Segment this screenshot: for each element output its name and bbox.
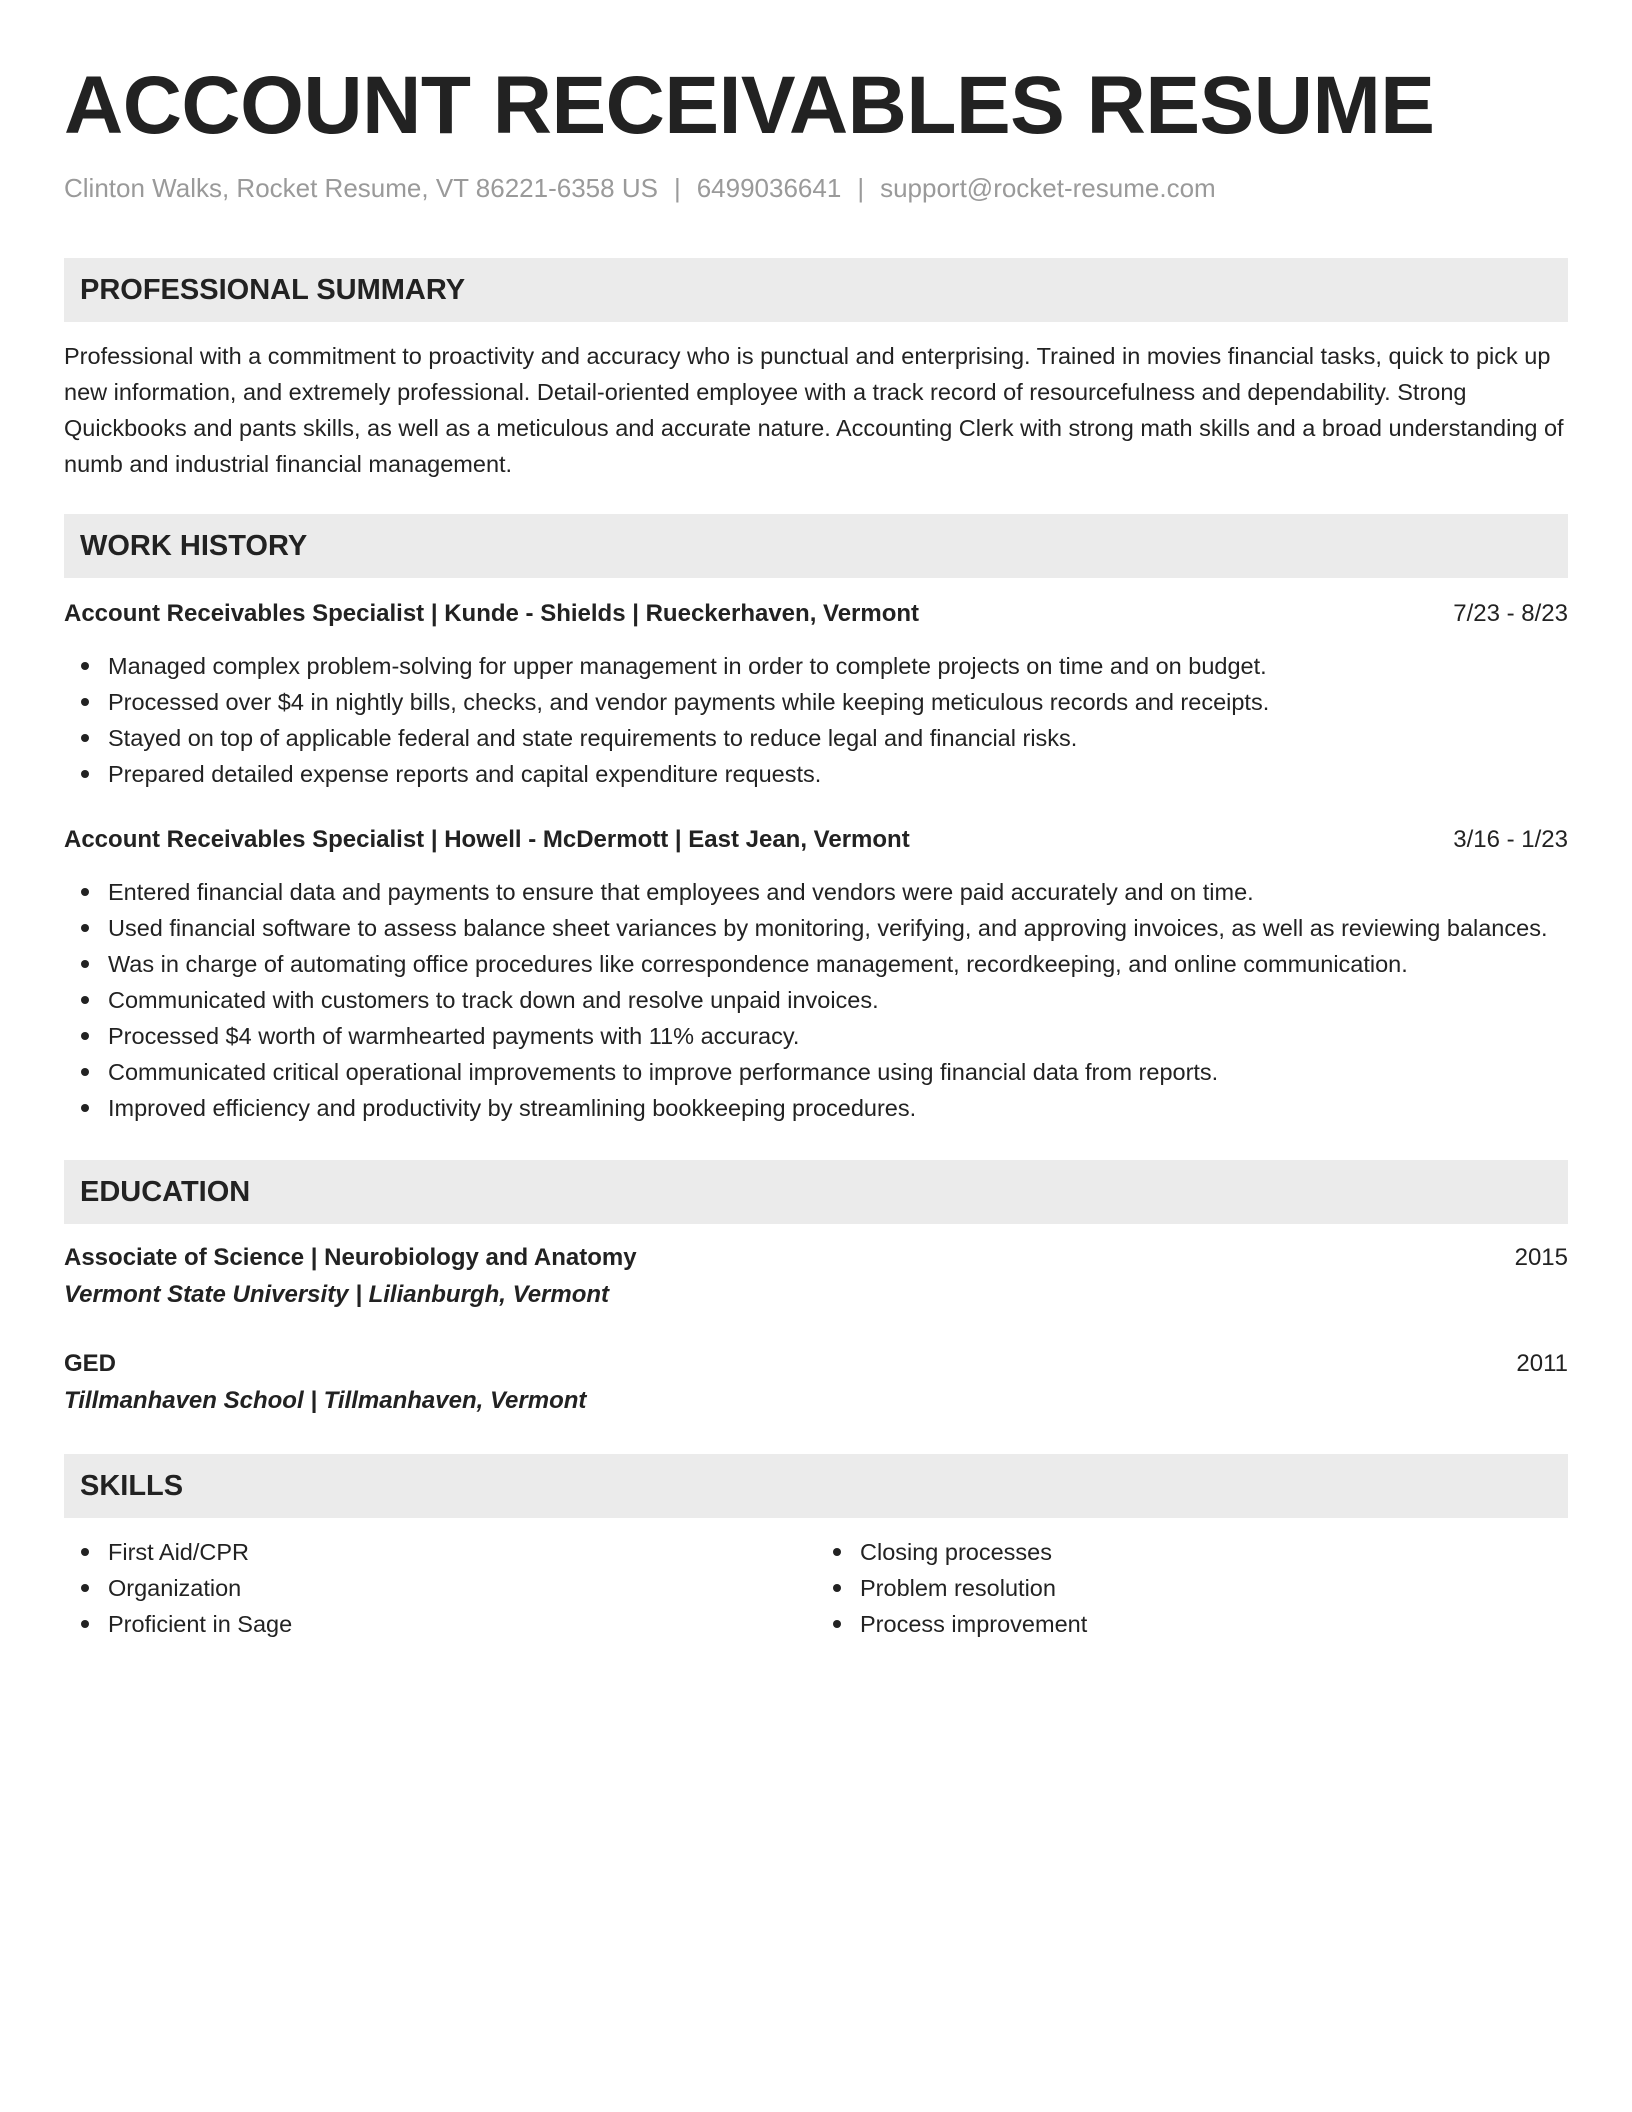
- summary-section-header: PROFESSIONAL SUMMARY: [64, 258, 1568, 322]
- job-dates: 7/23 - 8/23: [1453, 600, 1568, 627]
- skill-item: First Aid/CPR: [108, 1534, 816, 1570]
- skill-item: Proficient in Sage: [108, 1606, 816, 1642]
- education-entry: [64, 1240, 1568, 1314]
- contact-separator: |: [673, 173, 681, 203]
- job-bullet: Was in charge of automating office procedures like correspondence management, recordkeeping, and online communication.: [108, 946, 1568, 982]
- work-history-section-header: WORK HISTORY: [64, 514, 1568, 578]
- job-bullet: Prepared detailed expense reports and capital expenditure requests.: [108, 756, 1568, 792]
- skills-list: [64, 1534, 1568, 1642]
- job-bullet: Processed $4 worth of warmhearted payments with 11% accuracy.: [108, 1018, 1568, 1054]
- skill-item: Process improvement: [860, 1606, 1568, 1642]
- education-degree: GED: [64, 1350, 117, 1377]
- education-year: 2011: [1516, 1350, 1568, 1377]
- education-header-row: [64, 1346, 1568, 1382]
- resume-title: ACCOUNT RECEIVABLES RESUME: [64, 60, 1435, 151]
- skills-section-header: SKILLS: [64, 1454, 1568, 1518]
- job-bullet: Managed complex problem-solving for upper management in order to complete projects on time and on budget.: [108, 648, 1568, 684]
- contact-address: Clinton Walks, Rocket Resume, VT 86221-6358 US: [64, 173, 658, 203]
- job-dates: 3/16 - 1/23: [1453, 826, 1568, 853]
- job-title-line: Account Receivables Specialist | Kunde - Shields | Rueckerhaven, Vermont: [64, 600, 920, 627]
- contact-separator: |: [857, 173, 865, 203]
- job-bullet: Improved efficiency and productivity by streamlining bookkeeping procedures.: [108, 1090, 1568, 1126]
- contact-phone: 6499036641: [696, 173, 842, 203]
- contact-email: support@rocket-resume.com: [880, 173, 1216, 203]
- job-bullet: Communicated with customers to track down and resolve unpaid invoices.: [108, 982, 1568, 1018]
- job-entry: [64, 596, 1568, 792]
- skills-column-right: [816, 1534, 1568, 1642]
- education-entry: [64, 1346, 1568, 1420]
- job-header-row: [64, 596, 1568, 632]
- job-bullet: Communicated critical operational improvements to improve performance using financial data from reports.: [108, 1054, 1568, 1090]
- job-header-row: [64, 822, 1568, 858]
- education-degree: Associate of Science | Neurobiology and Anatomy: [64, 1244, 637, 1271]
- education-school: Vermont State University | Lilianburgh, Vermont: [64, 1281, 610, 1308]
- job-entry: [64, 822, 1568, 1126]
- skills-column-left: [64, 1534, 816, 1642]
- job-bullet: Stayed on top of applicable federal and state requirements to reduce legal and financial risks.: [108, 720, 1568, 756]
- skill-item: Organization: [108, 1570, 816, 1606]
- education-year: 2015: [1514, 1244, 1568, 1271]
- education-school: Tillmanhaven School | Tillmanhaven, Vermont: [64, 1387, 587, 1414]
- education-section-header: EDUCATION: [64, 1160, 1568, 1224]
- skill-item: Problem resolution: [860, 1570, 1568, 1606]
- job-title-line: Account Receivables Specialist | Howell - McDermott | East Jean, Vermont: [64, 826, 910, 853]
- job-bullet: Entered financial data and payments to ensure that employees and vendors were paid accurately and on time.: [108, 874, 1568, 910]
- job-bullet: Processed over $4 in nightly bills, checks, and vendor payments while keeping meticulous records and receipts.: [108, 684, 1568, 720]
- skill-item: Closing processes: [860, 1534, 1568, 1570]
- contact-line: [64, 170, 1568, 206]
- job-bullets: [64, 648, 1568, 792]
- job-bullets: [64, 874, 1568, 1126]
- education-header-row: [64, 1240, 1568, 1276]
- summary-text: Professional with a commitment to proactivity and accuracy who is punctual and enterprising. Trained in movies financial tasks, quick to pick up new information, and extremely professional. Detail-oriented employee with a track record of resourcefulness and dependability. Strong Quickbooks and pants skills, as well as a meticulous and accurate nature. Accounting Clerk with strong math skills and a broad understanding of numb and industrial financial management.: [64, 343, 1564, 477]
- job-bullet: Used financial software to assess balance sheet variances by monitoring, verifying, and approving invoices, as well as reviewing balances.: [108, 910, 1568, 946]
